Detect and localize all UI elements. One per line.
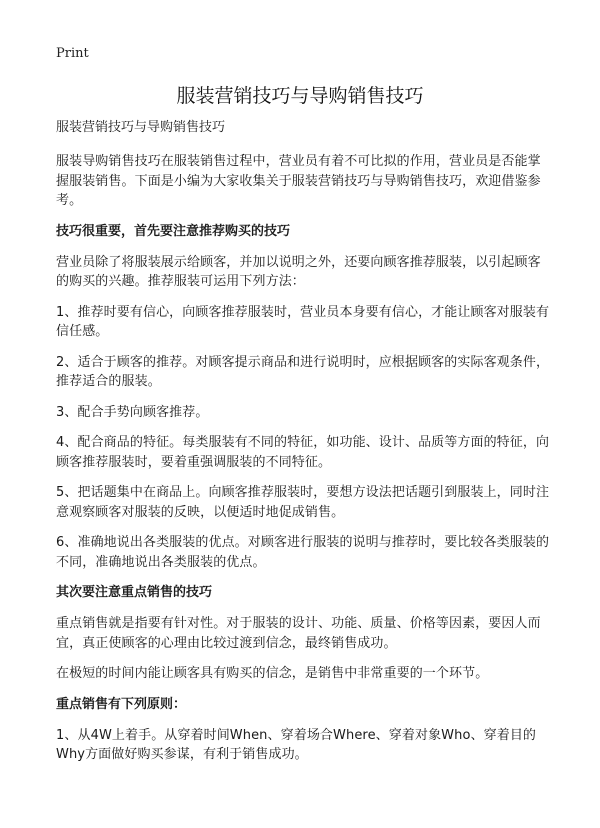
list-item: 1、从4W上着手。从穿着时间When、穿着场合Where、穿着对象Who、穿着目的Why方面做好购买参谋，有利于销售成功。 [56,727,537,762]
list-item: 2、适合于顾客的推荐。对顾客提示商品和进行说明时，应根据顾客的实际客观条件，推荐适合的服装。 [56,354,550,389]
article-body [56,118,550,776]
page-title: 服装营销技巧与导购销售技巧 [176,85,424,107]
section-paragraph: 营业员除了将服装展示给顾客，并加以说明之外，还要向顾客推荐服装，以引起顾客的购买的兴趣。推荐服装可运用下列方法： [56,254,541,289]
list-item: 6、准确地说出各类服装的优点。对顾客进行服装的说明与推荐时，要比较各类服装的不同，准确地说出各类服装的优点。 [56,535,550,570]
list-item: 4、配合商品的特征。每类服装有不同的特征，如功能、设计、品质等方面的特征，向顾客推荐服装时，要着重强调服装的不同特征。 [56,435,550,470]
list-item: 3、配合手势向顾客推荐。 [56,404,209,420]
section-paragraph: 在极短的时间内能让顾客具有购买的信念，是销售中非常重要的一个环节。 [56,666,489,681]
article-subtitle: 服装营销技巧与导购销售技巧 [56,120,226,135]
section-paragraph: 重点销售就是指要有针对性。对于服装的设计、功能、质量、价格等因素，要因人而宜，真正使顾客的心理由比较过渡到信念，最终销售成功。 [56,616,541,651]
section-heading: 重点销售有下列原则： [56,696,187,712]
list-item: 5、把话题集中在商品上。向顾客推荐服装时，要想方设法把话题引到服装上，同时注意观察顾客对服装的反映，以便适时地促成销售。 [56,485,550,520]
section-heading: 其次要注意重点销售的技巧 [56,585,213,600]
section-heading: 技巧很重要，首先要注意推荐购买的技巧 [56,223,291,239]
intro-paragraph: 服装导购销售技巧在服装销售过程中，营业员有着不可比拟的作用，营业员是否能掌握服装销售。下面是小编为大家收集关于服装营销技巧与导购销售技巧，欢迎借鉴参考。 [56,154,541,208]
print-link[interactable]: Print [56,46,89,61]
list-item: 1、推荐时要有信心，向顾客推荐服装时，营业员本身要有信心，才能让顾客对服装有信任感。 [56,304,550,339]
